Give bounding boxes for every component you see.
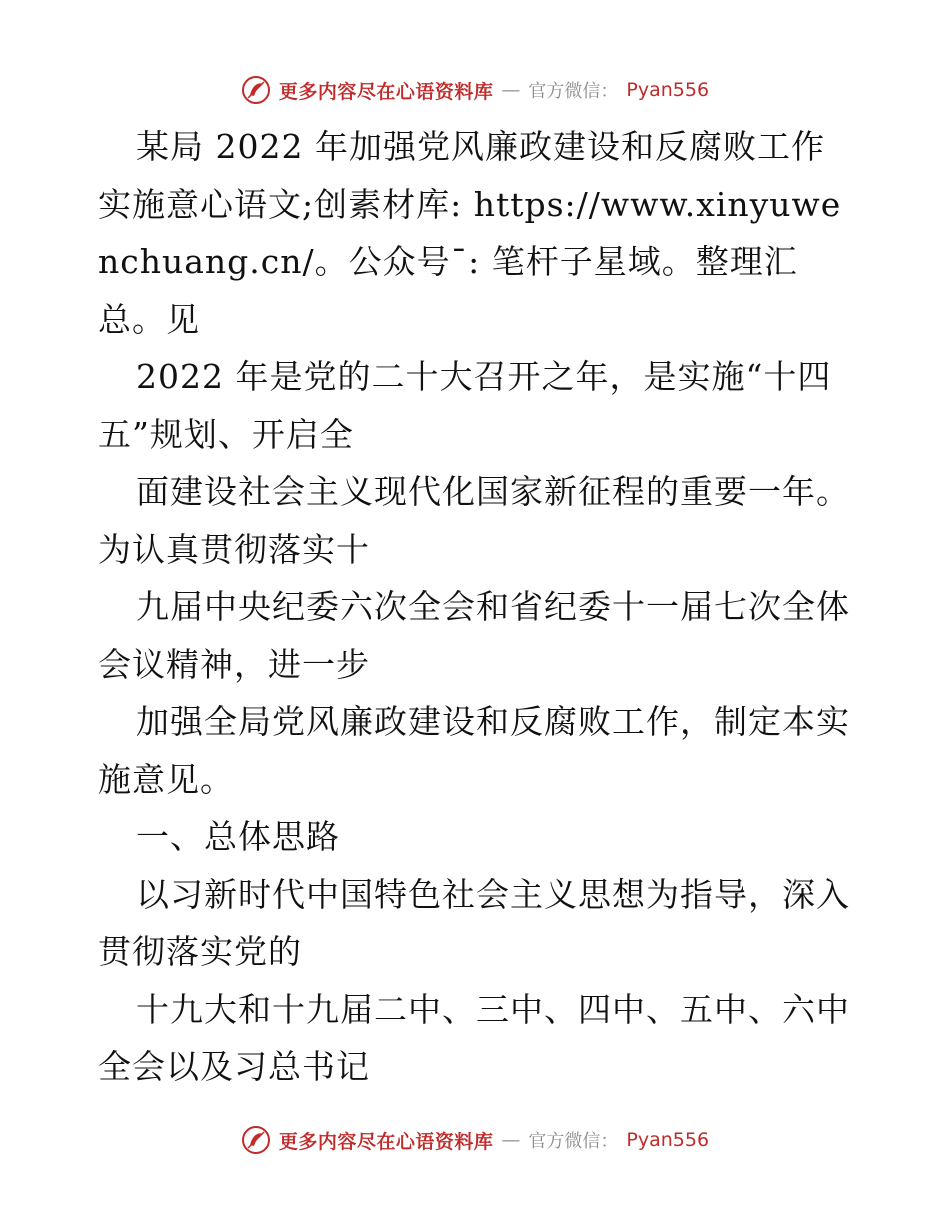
paragraph: 九届中央纪委六次全会和省纪委十一届七次全体会议精神，进一步 [98, 587, 850, 684]
banner-wechat-id: Pyan556 [626, 1129, 710, 1151]
paragraph-title: 某局 2022 年加强党风廉政建设和反腐败工作实施意心语文;创素材库: https://www.xinyuwenchuang.cn/。公众号¯: 笔杆子星域。整理汇总。见 [98, 127, 842, 339]
banner-separator: — [501, 1129, 521, 1151]
banner-title: 更多内容尽在心语资料库 [278, 1130, 494, 1153]
banner-wechat-label: 官方微信： [528, 1131, 619, 1152]
paragraph: 十九大和十九届二中、三中、四中、五中、六中全会以及习总书记 [98, 989, 850, 1086]
banner-separator: — [501, 79, 521, 101]
banner-wechat-id: Pyan556 [626, 79, 710, 101]
paragraph: 面建设社会主义现代化国家新征程的重要一年。为认真贯彻落实十 [98, 472, 850, 569]
brand-logo-icon [241, 1125, 271, 1155]
header-banner [0, 70, 950, 110]
document-body [98, 118, 858, 1096]
footer-banner [0, 1120, 950, 1160]
banner-wechat-label: 官方微信： [528, 81, 619, 102]
section-heading: 一、总体思路 [136, 817, 340, 856]
banner-title: 更多内容尽在心语资料库 [278, 80, 494, 103]
brand-logo-icon [241, 75, 271, 105]
paragraph: 以习新时代中国特色社会主义思想为指导，深入贯彻落实党的 [98, 874, 850, 971]
paragraph: 2022 年是党的二十大召开之年，是实施“十四五”规划、开启全 [98, 357, 832, 454]
paragraph: 加强全局党风廉政建设和反腐败工作，制定本实施意见。 [98, 702, 850, 799]
